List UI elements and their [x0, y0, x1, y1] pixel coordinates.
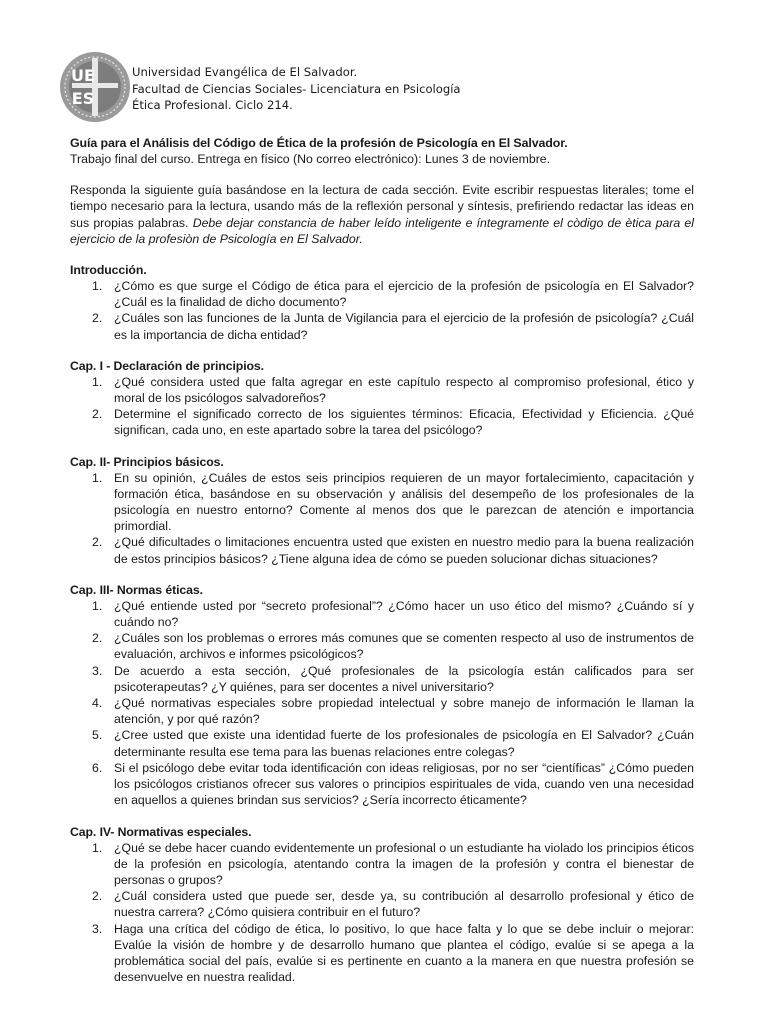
question-item: [70, 695, 694, 727]
question-number: 2.: [92, 889, 103, 904]
question-number: 1.: [92, 470, 103, 485]
question-list: [70, 840, 694, 986]
document-page: [70, 52, 694, 985]
question-text: ¿Cuáles son los problemas o errores más comunes que se comenten respecto al uso de instrumentos de evaluación, archivos e informes psicológicos?: [114, 631, 694, 662]
section-title: Cap. II- Principios básicos.: [70, 454, 224, 469]
logo-text-bottom: ES: [71, 89, 95, 108]
question-number: 6.: [92, 760, 103, 775]
instructions-paragraph: [70, 182, 694, 247]
institution-name: Universidad Evangélica de El Salvador.: [132, 65, 358, 79]
logo-text-top: UE: [71, 66, 95, 85]
document-header: [70, 52, 694, 124]
question-number: 2.: [92, 311, 103, 326]
section-title: Introducción.: [70, 263, 147, 278]
question-list: [70, 470, 694, 567]
section-title: Cap. III- Normas éticas.: [70, 582, 203, 597]
section: [70, 582, 694, 809]
question-item: [70, 374, 694, 406]
document-title: Guía para el Análisis del Código de Ética de la profesión de Psicología en El Salvador.: [70, 136, 568, 150]
question-text: ¿Qué considera usted que falta agregar en este capítulo respecto al compromiso profesional, ético y moral de los psicólogos salvadoreños?: [114, 374, 694, 406]
section: [70, 358, 694, 439]
question-item: [70, 598, 694, 630]
question-number: 1.: [92, 279, 103, 294]
section: [70, 824, 694, 986]
instructions-text: Responda la siguiente guía basándose en la lectura de cada sección. Evite escribir respuestas literales; tome el tiempo necesario para la lectura, usando más de la reflexión personal y síntesis, prefiriendo redactar las ideas en sus propias palabras.: [70, 183, 694, 230]
question-sections: [70, 262, 694, 985]
question-item: [70, 840, 694, 889]
question-text: ¿Cree usted que existe una identidad fuerte de los profesionales de psicología en El Salvador? ¿Cuán determinante resulta ese tema para las buenas relaciones entre colegas?: [114, 728, 694, 759]
question-number: 4.: [92, 696, 103, 711]
question-number: 3.: [92, 663, 103, 678]
question-item: [70, 534, 694, 566]
question-item: [70, 310, 694, 342]
section-title: Cap. IV- Normativas especiales.: [70, 824, 252, 839]
section-title: Cap. I - Declaración de principios.: [70, 358, 264, 373]
question-number: 5.: [92, 728, 103, 743]
question-item: [70, 888, 694, 920]
question-text: ¿Qué se debe hacer cuando evidentemente un profesional o un estudiante ha violado los principios éticos de la profesión en psicología, atentando contra la imagen de la profesión y contra el bienestar de personas o grupos?: [114, 840, 694, 887]
question-number: 1.: [92, 374, 103, 389]
question-number: 3.: [92, 921, 103, 936]
course-name: Ética Profesional. Ciclo 214.: [132, 98, 293, 112]
question-text: ¿Cuál considera usted que puede ser, desde ya, su contribución al desarrollo profesional y ético de nuestra carrera? ¿Cómo quisiera contribuir en el futuro?: [114, 889, 694, 920]
question-text: ¿Qué dificultades o limitaciones encuentra usted que existen en nuestro medio para la buena realización de estos principios básicos? ¿Tiene alguna idea de cómo se pueden solucionar dichas situaciones?: [114, 535, 694, 566]
question-list: [70, 598, 694, 809]
university-seal-logo: [58, 50, 132, 124]
question-text: En su opinión, ¿Cuáles de estos seis principios requieren de un mayor fortalecimiento, capacitación y formación ética, basándose en su observación y análisis del desempeño de los profesionales de la psicología en nuestro entorno? Comente al menos dos que le parezcan de atención e importancia primordial.: [114, 470, 694, 534]
question-item: [70, 630, 694, 662]
question-text: ¿Cómo es que surge el Código de ética para el ejercicio de la profesión de psicología en El Salvador? ¿Cuál es la finalidad de dicho documento?: [114, 279, 694, 310]
question-text: ¿Cuáles son las funciones de la Junta de Vigilancia para el ejercicio de la profesión de psicología? ¿Cuál es la importancia de dicha entidad?: [114, 311, 694, 342]
instructions-italic-text: Debe dejar constancia de haber leído inteligente e íntegramente el còdigo de ètica para el ejercicio de la profesiòn de Psicología en El Salvador.: [70, 215, 694, 246]
question-number: 2.: [92, 535, 103, 550]
question-text: Haga una crítica del código de ética, lo positivo, lo que hace falta y lo que se debe incluir o mejorar: Evalúe la visión de hombre y de desarrollo humano que plantea el código, evalúe si se apega a la problemática social del país, evalúe si es pertinente en cuanto a la manera en que nuestra profesión se desenvuelve en nuestra realidad.: [114, 921, 694, 985]
faculty-name: Facultad de Ciencias Sociales- Licenciatura en Psicología: [132, 81, 461, 96]
question-text: Determine el significado correcto de los siguientes términos: Eficacia, Efectividad y Eficiencia. ¿Qué significan, cada uno, en este apartado sobre la tarea del psicólogo?: [114, 407, 694, 438]
institution-block: [132, 64, 461, 114]
question-text: De acuerdo a esta sección, ¿Qué profesionales de la psicología están calificados para ser psicoterapeutas? ¿Y quiénes, para ser docentes a nivel universitario?: [114, 663, 694, 694]
question-item: [70, 663, 694, 695]
question-item: [70, 921, 694, 986]
question-item: [70, 406, 694, 438]
document-subtitle: Trabajo final del curso. Entrega en físico (No correo electrónico): Lunes 3 de noviembre.: [70, 152, 551, 166]
question-text: Si el psicólogo debe evitar toda identificación con ideas religiosas, por no ser “científicas” ¿Cómo pueden los psicólogos cristianos ofrecer sus valores o principios espirituales de vida, cuando ven una necesidad en aquellos a quienes brindan sus servicios? ¿Sería incorrecto éticamente?: [114, 760, 694, 808]
question-number: 2.: [92, 631, 103, 646]
question-text: ¿Qué normativas especiales sobre propiedad intelectual y sobre manejo de información le llaman la atención, y por qué razón?: [114, 696, 694, 727]
section: [70, 262, 694, 343]
question-item: [70, 470, 694, 535]
question-number: 1.: [92, 840, 103, 855]
question-number: 1.: [92, 598, 103, 613]
question-item: [70, 727, 694, 759]
section: [70, 454, 694, 567]
question-item: [70, 760, 694, 809]
question-list: [70, 374, 694, 439]
question-list: [70, 278, 694, 343]
question-item: [70, 278, 694, 310]
question-number: 2.: [92, 407, 103, 422]
question-text: ¿Qué entiende usted por “secreto profesional”? ¿Cómo hacer un uso ético del mismo? ¿Cuándo sí y cuándo no?: [114, 598, 694, 630]
